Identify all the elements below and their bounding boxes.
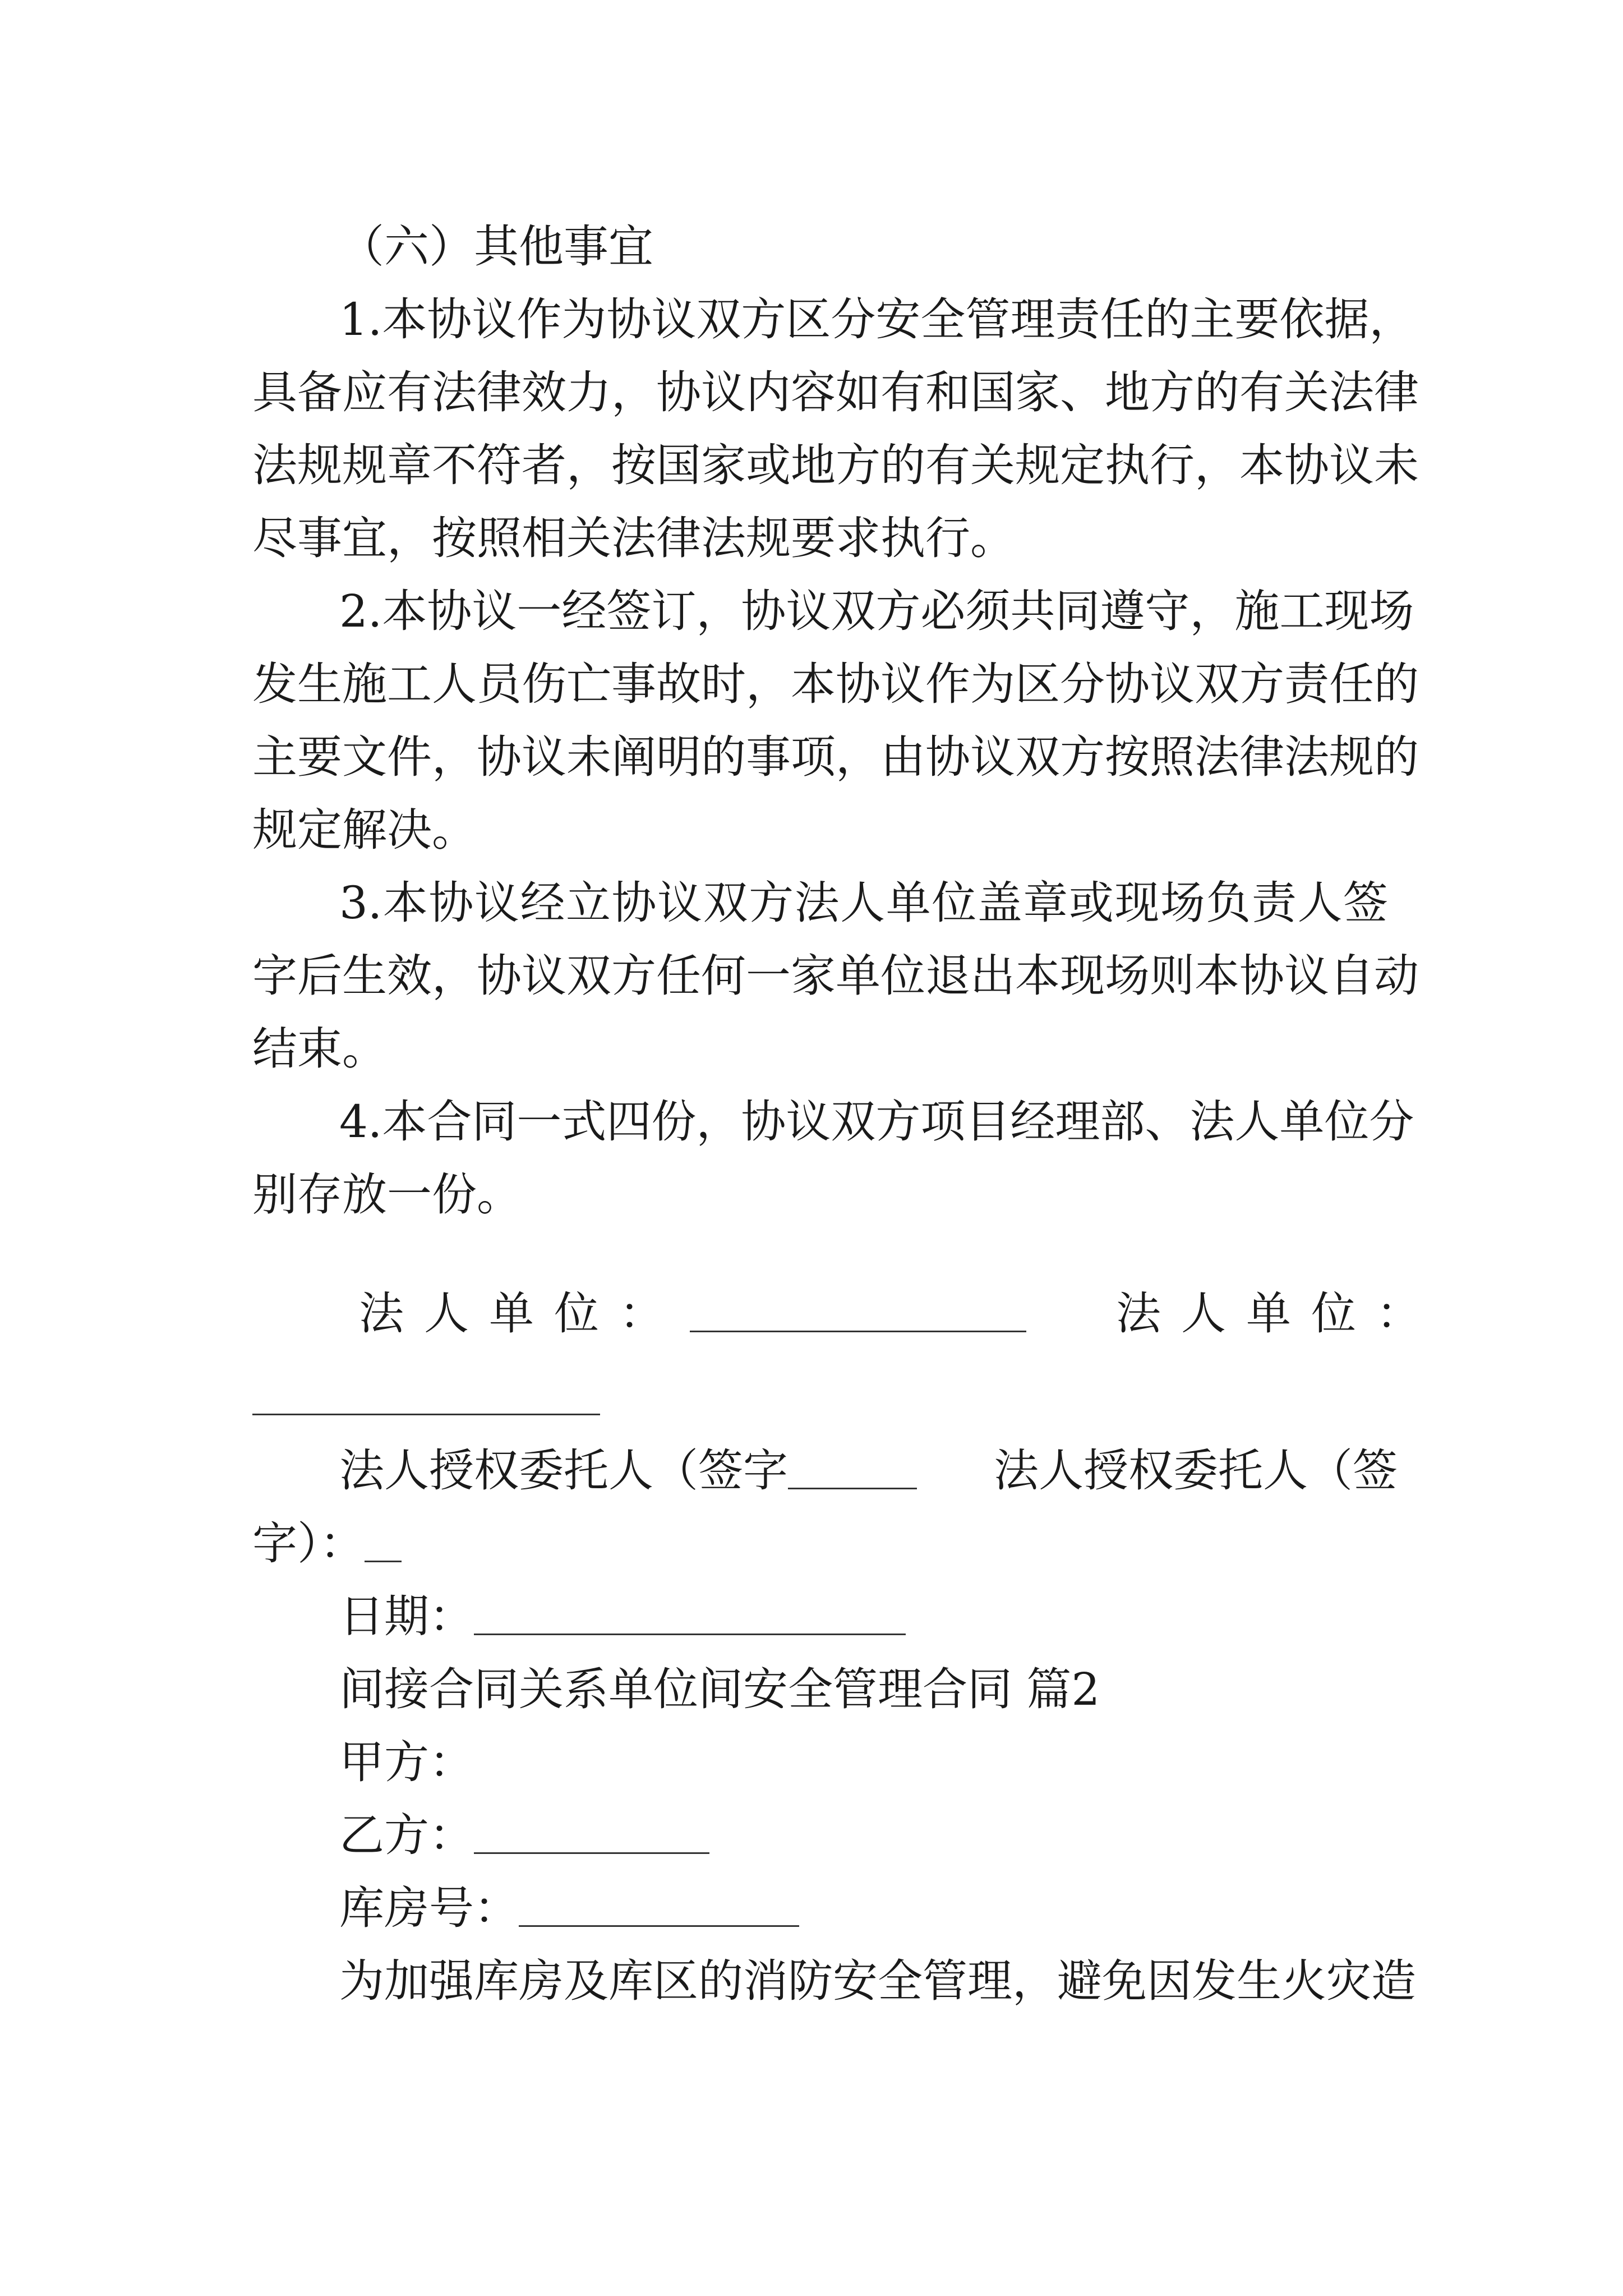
authorized-cont-label: 字）： [252,1517,365,1570]
authorized-right-label: 法人授权委托人（签 [994,1444,1398,1497]
authorized-left-label: 法人授权委托人（签字 [339,1444,788,1497]
authorized-cont [252,1517,1385,1571]
clause-2-line-1: 2.本协议一经签订，协议双方必须共同遵守，施工现场 [339,585,1414,637]
contract-2-title: 间接合同关系单位间安全管理合同 篇2 [339,1663,1100,1715]
date-label: 日期： [339,1590,474,1642]
authorized-left [339,1444,900,1498]
party-a-row [339,1736,1388,1789]
clause-1-line-4: 尽事宜，按照相关法律法规要求执行。 [252,512,1015,564]
contract-2-intro: 为加强库房及库区的消防安全管理，避免因发生火灾造 [339,1955,1416,2007]
legal-unit-left-blank[interactable] [690,1287,1026,1332]
warehouse-label: 库房号： [339,1882,519,1934]
clause-1-line-1: 1.本协议作为协议双方区分安全管理责任的主要依据， [339,293,1414,346]
clause-1-line-2: 具备应有法律效力，协议内容如有和国家、地方的有关法律 [252,366,1419,418]
clause-4-line-1: 4.本合同一式四份，协议双方项目经理部、法人单位分 [339,1096,1414,1148]
legal-unit-left [359,1287,987,1341]
clause-4-line-2: 别存放一份。 [252,1168,522,1221]
clause-2-line-4: 规定解决。 [252,804,477,856]
clause-2-line-3: 主要文件，协议未阐明的事项，由协议双方按照法律法规的 [252,731,1419,783]
clause-2-line-2: 发生施工人员伤亡事故时，本协议作为区分协议双方责任的 [252,658,1419,710]
authorized-left-blank[interactable] [788,1444,917,1489]
clause-1-line-3: 法规规章不符者，按国家或地方的有关规定执行，本协议未 [252,439,1419,491]
date-blank[interactable] [474,1590,906,1635]
legal-unit-left-label: 法人单位： [359,1287,684,1340]
date-row [339,1590,1388,1644]
party-b-label: 乙方： [339,1809,474,1861]
legal-unit-right [1116,1287,1441,1341]
clause-3-line-2: 字后生效，协议双方任何一家单位退出本现场则本协议自动 [252,950,1419,1002]
legal-unit-right-label: 法人单位： [1116,1287,1441,1340]
warehouse-blank[interactable] [519,1881,799,1927]
warehouse-row [339,1881,1388,1935]
legal-unit-right-blank[interactable] [252,1414,600,1415]
clause-3-line-3: 结束。 [252,1023,387,1075]
section-heading: （六）其他事宜 [339,220,653,273]
authorized-right-blank[interactable] [365,1517,402,1562]
party-a-label: 甲方： [339,1736,474,1788]
party-b-row [339,1809,1388,1862]
party-b-blank[interactable] [474,1809,709,1854]
clause-3-line-1: 3.本协议经立协议双方法人单位盖章或现场负责人签 [339,877,1388,929]
